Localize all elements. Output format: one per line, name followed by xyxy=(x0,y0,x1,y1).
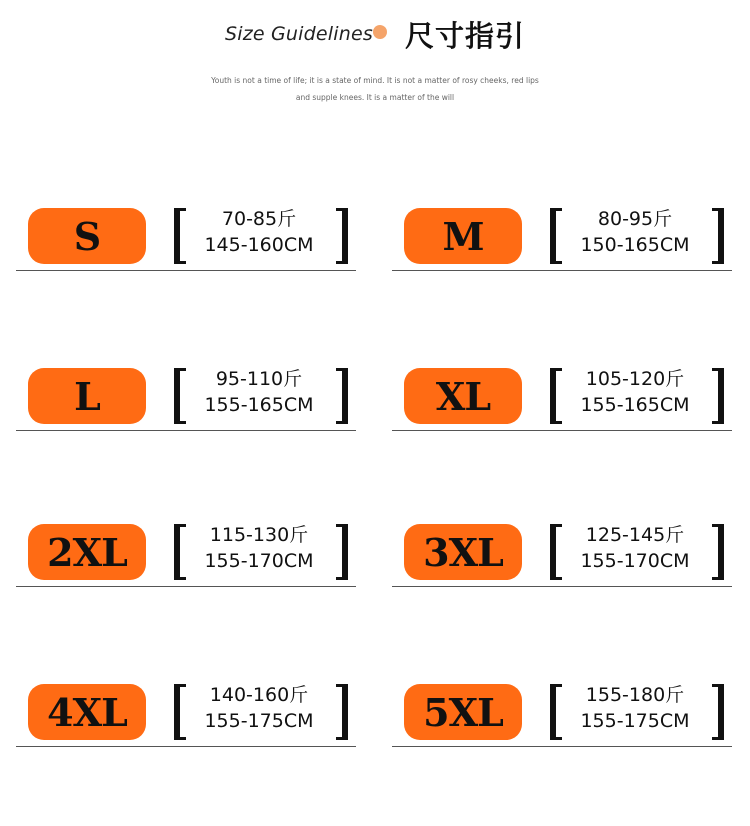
left-bracket-icon xyxy=(550,208,562,264)
size-label-pill: M xyxy=(404,208,522,264)
size-card-xl xyxy=(392,368,732,438)
size-label-pill: 4XL xyxy=(28,684,146,740)
weight-range: 155-180斤 xyxy=(585,684,685,706)
right-bracket-icon xyxy=(712,524,724,580)
divider-line xyxy=(392,430,732,431)
weight-range: 70-85斤 xyxy=(221,208,297,230)
weight-range: 95-110斤 xyxy=(215,368,303,390)
size-card-s xyxy=(16,208,356,278)
height-range: 155-170CM xyxy=(580,550,690,572)
left-bracket-icon xyxy=(174,684,186,740)
height-range: 150-165CM xyxy=(580,234,690,256)
size-label-pill: 3XL xyxy=(404,524,522,580)
size-card-m xyxy=(392,208,732,278)
right-bracket-icon xyxy=(336,524,348,580)
left-bracket-icon xyxy=(550,524,562,580)
divider-line xyxy=(16,586,356,587)
size-label-pill: S xyxy=(28,208,146,264)
height-range: 155-170CM xyxy=(204,550,314,572)
divider-line xyxy=(392,586,732,587)
size-card-l xyxy=(16,368,356,438)
right-bracket-icon xyxy=(336,684,348,740)
quote-line-1: Youth is not a time of life; it is a state of mind. It is not a matter of rosy cheeks, red lips xyxy=(211,76,539,85)
height-range: 155-175CM xyxy=(204,710,314,732)
weight-range: 140-160斤 xyxy=(209,684,309,706)
height-range: 155-175CM xyxy=(580,710,690,732)
right-bracket-icon xyxy=(712,208,724,264)
title-chinese: 尺寸指引 xyxy=(405,18,526,53)
size-label-pill: 2XL xyxy=(28,524,146,580)
left-bracket-icon xyxy=(174,524,186,580)
right-bracket-icon xyxy=(712,684,724,740)
divider-line xyxy=(392,270,732,271)
size-label-pill: XL xyxy=(404,368,522,424)
right-bracket-icon xyxy=(712,368,724,424)
size-card-5xl xyxy=(392,684,732,754)
left-bracket-icon xyxy=(174,368,186,424)
divider-line xyxy=(16,270,356,271)
left-bracket-icon xyxy=(550,368,562,424)
size-label-pill: 5XL xyxy=(404,684,522,740)
weight-range: 80-95斤 xyxy=(597,208,673,230)
size-card-3xl xyxy=(392,524,732,594)
height-range: 155-165CM xyxy=(204,394,314,416)
size-card-4xl xyxy=(16,684,356,754)
left-bracket-icon xyxy=(550,684,562,740)
divider-line xyxy=(16,746,356,747)
size-label-pill: L xyxy=(28,368,146,424)
height-range: 155-165CM xyxy=(580,394,690,416)
weight-range: 125-145斤 xyxy=(585,524,685,546)
left-bracket-icon xyxy=(174,208,186,264)
divider-line xyxy=(392,746,732,747)
weight-range: 105-120斤 xyxy=(585,368,685,390)
quote-line-2: and supple knees. It is a matter of the will xyxy=(295,93,455,102)
divider-line xyxy=(16,430,356,431)
right-bracket-icon xyxy=(336,368,348,424)
size-card-2xl xyxy=(16,524,356,594)
right-bracket-icon xyxy=(336,208,348,264)
title-english: Size Guidelines xyxy=(224,23,373,45)
weight-range: 115-130斤 xyxy=(209,524,309,546)
height-range: 145-160CM xyxy=(204,234,314,256)
